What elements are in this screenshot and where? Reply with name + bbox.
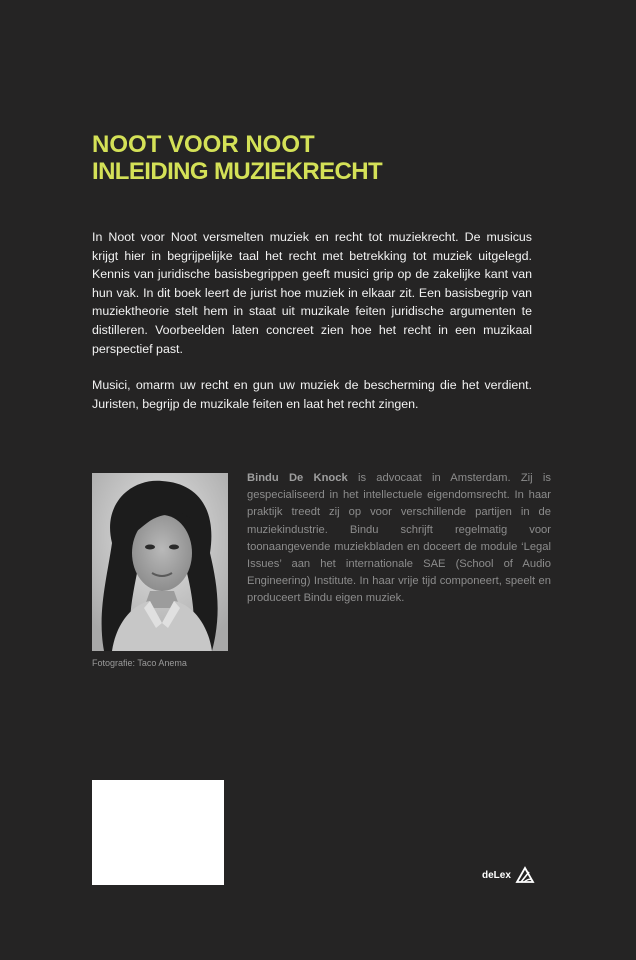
author-bio-text: is advocaat in Amsterdam. Zij is gespecialiseerd in het intellectuele eigendomsrecht. In haar praktijk treedt zij op voor verschillende partijen in de muziekindustrie. Bindu schrijft regelmatig voor toonaangevende muziekbladen en doceert de module ‘Legal Issues’ aan het internationale SAE (School of Audio Engineering) Institute. In haar vrije tijd componeert, speelt en produceert Bindu eigen muziek. bbox=[247, 472, 551, 605]
blurb-paragraph-2: Musici, omarm uw recht en gun uw muziek de bescherming die het verdient. Juristen, begrijp de muzikale feiten en laat het recht zingen. bbox=[92, 378, 532, 411]
blurb bbox=[92, 228, 532, 431]
photo-credit: Fotografie: Taco Anema bbox=[92, 658, 187, 668]
author-bio bbox=[247, 470, 551, 608]
barcode-area bbox=[92, 780, 224, 885]
publisher-name: deLex bbox=[482, 869, 511, 881]
publisher-logo-icon bbox=[515, 866, 535, 884]
author-name: Bindu De Knock bbox=[247, 472, 348, 484]
author-photo bbox=[92, 473, 228, 651]
author-portrait-image bbox=[92, 473, 228, 651]
blurb-paragraph-1: In Noot voor Noot versmelten muziek en recht tot muziekrecht. De musicus krijgt hier in begrijpelijke taal het recht met betrekking tot muziek uitgelegd. Kennis van juridische basisbegrippen geeft musici grip op de zakelijke kant van hun vak. In dit boek leert de jurist hoe muziek in elkaar zit. Een basisbegrip van muziektheorie stelt hem in staat uit muzikale feiten juridische argumenten te distilleren. Voorbeelden laten concreet zien hoe het recht in een muzikaal perspectief past. bbox=[92, 230, 532, 356]
book-title: NOOT VOOR NOOT bbox=[92, 131, 315, 158]
publisher-logo bbox=[482, 866, 535, 884]
book-subtitle: INLEIDING MUZIEKRECHT bbox=[92, 158, 383, 185]
